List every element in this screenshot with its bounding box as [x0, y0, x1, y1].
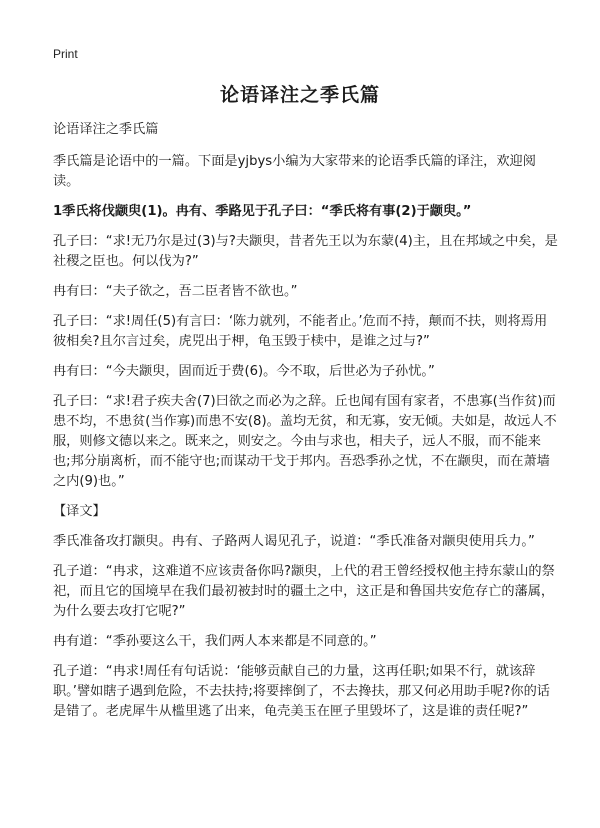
translation-heading: 【译文】 — [53, 504, 106, 519]
page-title: 论语译注之季氏篇 — [219, 84, 380, 106]
intro-paragraph: 季氏篇是论语中的一篇。下面是yjbys小编为大家带来的论语季氏篇的译注，欢迎阅读。 — [53, 154, 536, 189]
text-paragraph: 孔子曰：“求!君子疾夫舍(7)曰欲之而必为之辞。丘也闻有国有家者，不患寡(当作贫)而患不均，不患贫(当作寡)而患不安(8)。盖均无贫，和无寡，安无倾。夫如是，故远人不服，则修文德以来之。既来之，则安之。今由与求也，相夫子，远人不服，而不能来也;邦分崩离析，而不能守也;而谋动干戈于邦内。吾恐季孙之忧，不在颛臾，而在萧墙之内(9)也。” — [53, 394, 557, 489]
text-paragraph: 冉有曰：“夫子欲之，吾二臣者皆不欲也。” — [53, 284, 298, 299]
chapter-heading: 1季氏将伐颛臾(1)。冉有、季路见于孔子曰：“季氏将有事(2)于颛臾。” — [53, 204, 472, 219]
text-paragraph: 孔子曰：“求!无乃尔是过(3)与?夫颛臾，昔者先王以为东蒙(4)主，且在邦域之中矣，是社稷之臣也。何以伐为?” — [53, 234, 558, 269]
print-link[interactable]: Print — [53, 47, 78, 61]
translation-paragraph: 冉有道：“季孙要这么干，我们两人本来都是不同意的。” — [53, 634, 377, 649]
translation-paragraph: 孔子道：“冉求!周任有句话说：‘能够贡献自己的力量，这再任职;如果不行，就该辞职。’譬如瞎子遇到危险，不去扶持;将要摔倒了，不去搀扶，那又何必用助手呢?你的话是错了。老虎犀牛从槛里逃了出来，龟壳美玉在匣子里毁坏了，这是谁的责任呢?” — [53, 664, 550, 719]
translation-paragraph: 孔子道：“冉求，这难道不应该责备你吗?颛臾，上代的君王曾经授权他主持东蒙山的祭祀，而且它的国境早在我们最初被封时的疆土之中，这正是和鲁国共安危存亡的藩属，为什么要去攻打它呢?” — [53, 564, 555, 619]
article-body — [53, 120, 558, 732]
translation-paragraph: 季氏准备攻打颛臾。冉有、子路两人谒见孔子，说道：“季氏准备对颛臾使用兵力。” — [53, 534, 535, 549]
text-paragraph: 孔子曰：“求!周任(5)有言曰：‘陈力就列，不能者止。’危而不持，颠而不扶，则将焉用彼相矣?且尔言过矣，虎兕出于柙，龟玉毁于椟中，是谁之过与?” — [53, 314, 548, 349]
text-paragraph: 冉有曰：“今夫颛臾，固而近于费(6)。今不取，后世必为子孙忧。” — [53, 364, 435, 379]
article-subtitle: 论语译注之季氏篇 — [53, 122, 159, 137]
